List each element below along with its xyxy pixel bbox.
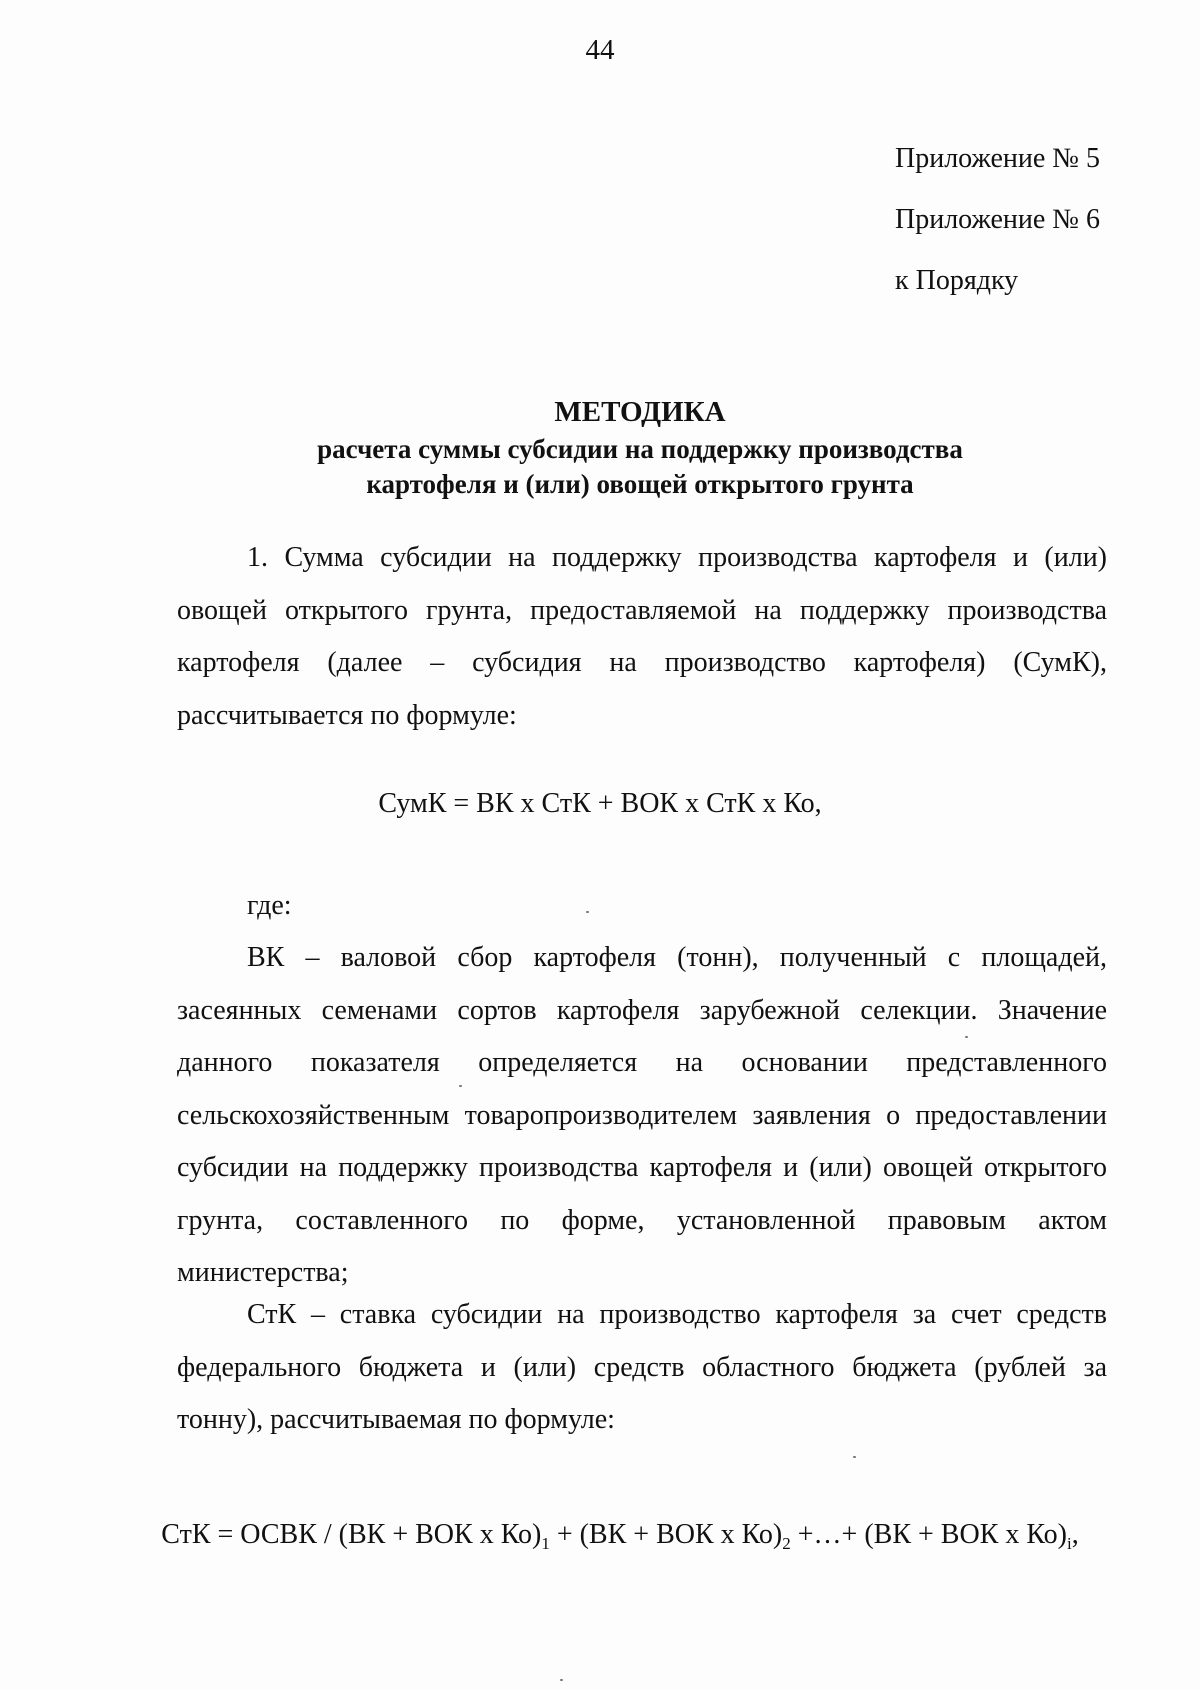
page-number: 44 xyxy=(585,34,615,66)
appendix-line-2: Приложение № 6 xyxy=(895,204,1100,235)
formula-stk xyxy=(100,1519,1140,1551)
appendix-line-3: к Порядку xyxy=(895,265,1019,296)
where-label: где: xyxy=(247,890,292,921)
definition-vk: ВК – валовой сбор картофеля (тонн), полученный с площадей, засеянных семенами сортов картофеля зарубежной селекции. Значение данного показателя определяется на основании представленного сельскохозяйственным товаропроизводителем заявления о предоставлении субсидии на поддержку производства картофеля и (или) овощей открытого грунта, составленного по форме, установленной правовым актом министерства; xyxy=(177,942,1107,1288)
title-block xyxy=(120,392,1160,502)
formula-stk-part-b: + (ВК + ВОК х Ко) xyxy=(549,1519,783,1550)
formula-stk-subscript-2: 2 xyxy=(782,1534,791,1553)
formula-stk-tail: , xyxy=(1071,1519,1079,1550)
scan-speck xyxy=(586,911,589,913)
document-title: МЕТОДИКА xyxy=(554,396,726,428)
scan-speck xyxy=(459,1085,462,1087)
document-subtitle-line-2: картофеля и (или) овощей открытого грунта xyxy=(366,469,914,499)
formula-stk-part-c: +…+ (ВК + ВОК х Ко) xyxy=(790,1519,1067,1550)
scan-speck xyxy=(965,1036,968,1038)
formula-stk-part-a: СтК = ОСВК / (ВК + ВОК х Ко) xyxy=(161,1519,542,1550)
formula-sumk: СумК = ВК х СтК + ВОК х СтК х Ко, xyxy=(378,788,822,819)
definition-stk: СтК – ставка субсидии на производство картофеля за счет средств федерального бюджета и (или) средств областного бюджета (рублей за тонну), рассчитываемая по формуле: xyxy=(177,1299,1107,1435)
paragraph-1: 1. Сумма субсидии на поддержку производства картофеля и (или) овощей открытого грунта, предоставляемой на поддержку производства картофеля (далее – субсидия на производство картофеля) (СумК), рассчитывается по формуле: xyxy=(177,542,1107,731)
scan-speck xyxy=(560,1679,563,1681)
appendix-line-1: Приложение № 5 xyxy=(895,143,1100,174)
scan-speck xyxy=(853,1456,856,1458)
formula-stk-subscript-1: 1 xyxy=(541,1534,550,1553)
formula-stk-subscript-i: i xyxy=(1066,1534,1072,1553)
document-subtitle-line-1: расчета суммы субсидии на поддержку производства xyxy=(317,434,963,464)
